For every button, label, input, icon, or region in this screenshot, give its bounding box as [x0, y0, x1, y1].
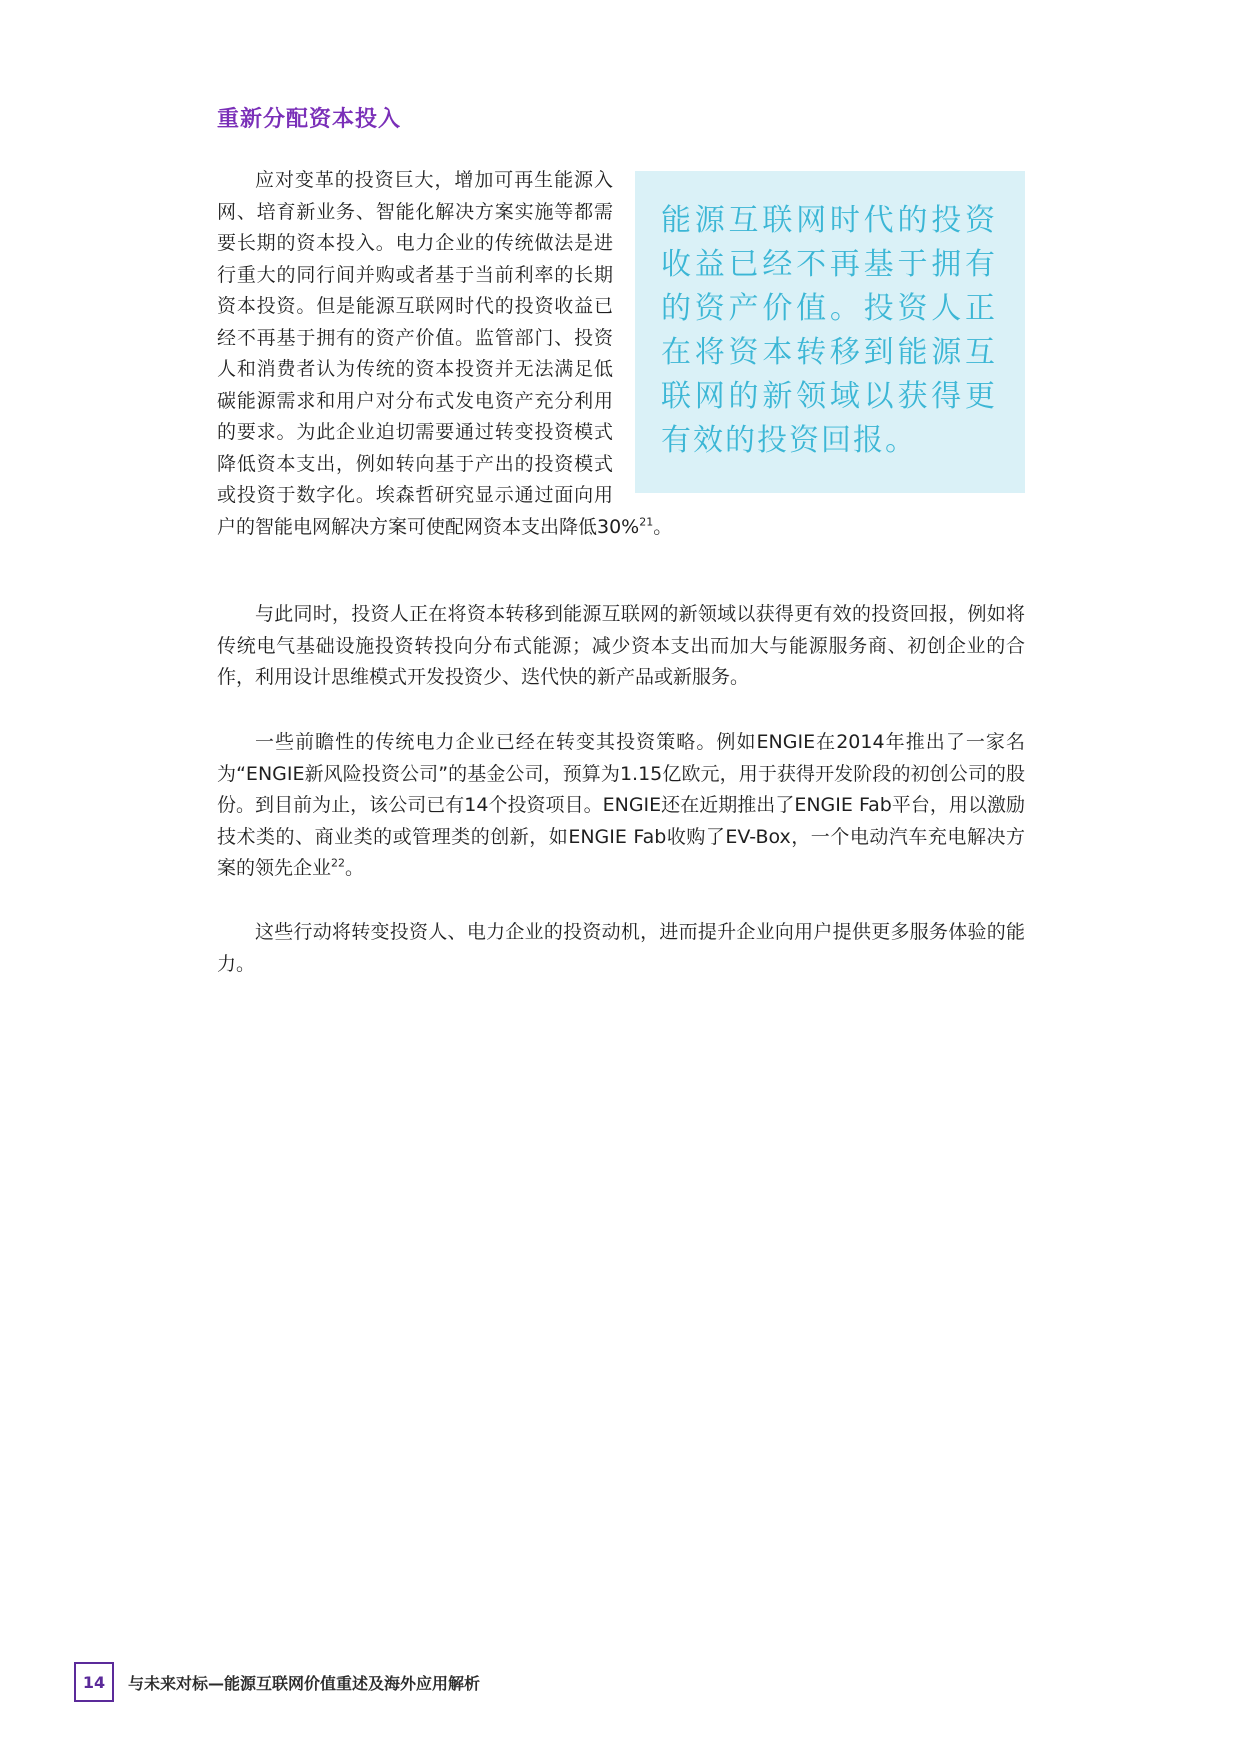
paragraph-3-text: 一些前瞻性的传统电力企业已经在转变其投资策略。例如ENGIE在2014年推出了一家名为“ENGIE新风险投资公司”的基金公司，预算为1.15亿欧元，用于获得开发阶段的初创公司的股份。到目前为止，该公司已有14个投资项目。ENGIE还在近期推出了ENGIE Fab平台，用以激励技术类的、商业类的或管理类的创新，如ENGIE Fab收购了EV-Box，一个电动汽车充电解决方案的领先企业 — [217, 731, 1025, 879]
pull-quote-box — [635, 171, 1025, 493]
footnote-ref-22: 22 — [331, 856, 346, 870]
footnote-ref-21: 21 — [639, 515, 654, 529]
paragraph-1 — [217, 165, 1025, 543]
paragraph-2 — [217, 599, 1025, 694]
paragraph-1-text: 应对变革的投资巨大，增加可再生能源入网、培育新业务、智能化解决方案实施等都需要长期的资本投入。电力企业的传统做法是进行重大的同行间并购或者基于当前利率的长期资本投资。但是能源互联网时代的投资收益已经不再基于拥有的资产价值。监管部门、投资人和消费者认为传统的资本投资并无法满足低碳能源需求和用户对分布式发电资产充分利用的要求。为此企业迫切需要通过转变投资模式降低资本支出，例如转向基于产出的投资模式或投资于数字化。埃森哲研究显示通过面向用户的智能电网解决方案可使配网资本支出降低30% — [217, 169, 640, 538]
pull-quote-text: 能源互联网时代的投资收益已经不再基于拥有的资产价值。投资人正在将资本转移到能源互联网的新领域以获得更有效的投资回报。 — [661, 203, 997, 458]
paragraph-4 — [217, 917, 1025, 980]
footer-title: 与未来对标—能源互联网价值重述及海外应用解析 — [128, 1673, 481, 1693]
page-number: 14 — [74, 1662, 114, 1702]
paragraph-4-text: 这些行动将转变投资人、电力企业的投资动机，进而提升企业向用户提供更多服务体验的能力。 — [217, 921, 1025, 975]
section-title: 重新分配资本投入 — [217, 107, 402, 132]
page-footer — [74, 1662, 480, 1702]
paragraph-2-text: 与此同时，投资人正在将资本转移到能源互联网的新领域以获得更有效的投资回报，例如将传统电气基础设施投资转投向分布式能源；减少资本支出而加大与能源服务商、初创企业的合作，利用设计思维模式开发投资少、迭代快的新产品或新服务。 — [217, 603, 1025, 688]
paragraph-3 — [217, 727, 1025, 885]
paragraph-3-tail: 。 — [345, 857, 365, 879]
paragraph-1-tail: 。 — [653, 515, 673, 538]
